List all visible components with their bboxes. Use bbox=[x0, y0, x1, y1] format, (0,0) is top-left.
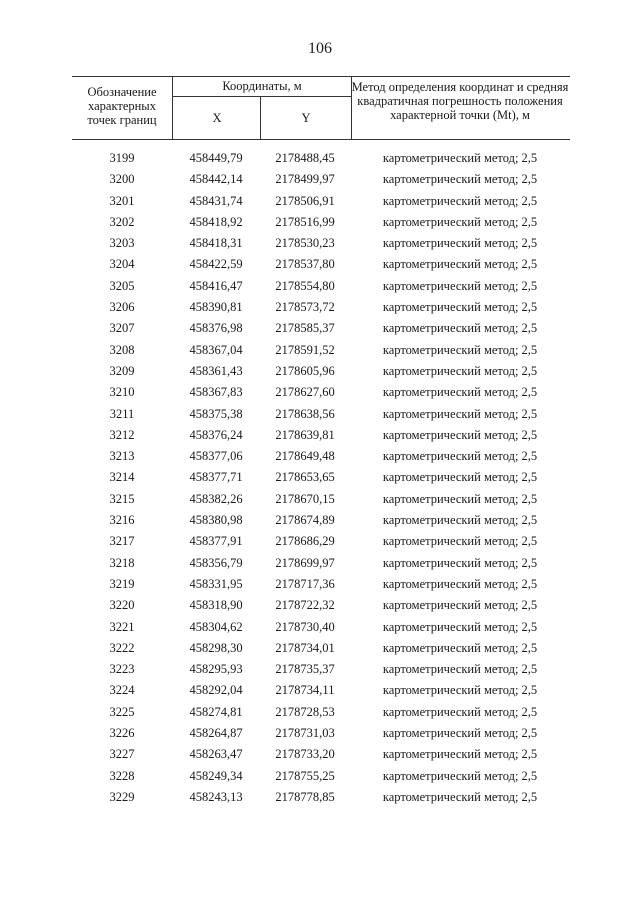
table-row bbox=[72, 319, 570, 340]
coord-y: 2178755,25 bbox=[275, 768, 335, 783]
method-cell: картометрический метод; 2,5 bbox=[382, 534, 538, 549]
table-row bbox=[72, 554, 570, 575]
coord-y: 2178717,36 bbox=[275, 576, 335, 591]
table-row bbox=[72, 277, 570, 298]
table-row bbox=[72, 767, 570, 788]
table-row bbox=[72, 362, 570, 383]
coord-y: 2178733,20 bbox=[275, 747, 335, 762]
coord-y: 2178699,97 bbox=[275, 555, 335, 570]
page-number: 106 bbox=[308, 40, 332, 57]
point-id: 3212 bbox=[109, 427, 135, 442]
coord-y: 2178639,81 bbox=[275, 427, 335, 442]
table-row bbox=[72, 639, 570, 660]
table-row bbox=[72, 298, 570, 319]
point-id: 3208 bbox=[109, 342, 135, 357]
coord-x: 458418,31 bbox=[189, 236, 243, 251]
coord-x: 458264,87 bbox=[189, 726, 243, 741]
coord-y: 2178649,48 bbox=[275, 449, 335, 464]
method-cell: картометрический метод; 2,5 bbox=[382, 747, 538, 762]
table-row bbox=[72, 341, 570, 362]
point-id: 3216 bbox=[109, 513, 135, 528]
method-cell: картометрический метод; 2,5 bbox=[382, 726, 538, 741]
coord-x: 458416,47 bbox=[189, 278, 243, 293]
method-cell: картометрический метод; 2,5 bbox=[382, 704, 538, 719]
table-row bbox=[72, 724, 570, 745]
coord-y: 2178627,60 bbox=[275, 385, 335, 400]
coord-x: 458304,62 bbox=[189, 619, 243, 634]
point-id: 3200 bbox=[109, 172, 135, 187]
coord-y: 2178591,52 bbox=[275, 342, 335, 357]
coord-x: 458243,13 bbox=[189, 789, 243, 804]
table-row bbox=[72, 234, 570, 255]
coord-y: 2178670,15 bbox=[275, 491, 335, 506]
point-id: 3215 bbox=[109, 491, 135, 506]
table-row bbox=[72, 596, 570, 617]
coord-y: 2178506,91 bbox=[275, 193, 335, 208]
point-id: 3210 bbox=[109, 385, 135, 400]
coord-x: 458274,81 bbox=[189, 704, 243, 719]
coord-y: 2178530,23 bbox=[275, 236, 335, 251]
method-cell: картометрический метод; 2,5 bbox=[382, 214, 538, 229]
coord-x: 458356,79 bbox=[189, 555, 243, 570]
header-designation: Обозначение характерных точек границ bbox=[87, 85, 157, 127]
table-row bbox=[72, 447, 570, 468]
method-cell: картометрический метод; 2,5 bbox=[382, 555, 538, 570]
method-cell: картометрический метод; 2,5 bbox=[382, 321, 538, 336]
method-cell: картометрический метод; 2,5 bbox=[382, 449, 538, 464]
method-cell: картометрический метод; 2,5 bbox=[382, 576, 538, 591]
coord-y: 2178735,37 bbox=[275, 662, 335, 677]
coord-x: 458442,14 bbox=[189, 172, 243, 187]
table-row bbox=[72, 405, 570, 426]
coord-x: 458361,43 bbox=[189, 363, 243, 378]
method-cell: картометрический метод; 2,5 bbox=[382, 193, 538, 208]
coord-y: 2178731,03 bbox=[275, 726, 335, 741]
point-id: 3214 bbox=[109, 470, 135, 485]
point-id: 3211 bbox=[109, 406, 135, 421]
coord-x: 458367,04 bbox=[189, 342, 243, 357]
coord-y: 2178686,29 bbox=[275, 534, 335, 549]
coord-x: 458377,71 bbox=[189, 470, 243, 485]
coord-x: 458449,79 bbox=[189, 151, 243, 165]
method-cell: картометрический метод; 2,5 bbox=[382, 257, 538, 272]
method-cell: картометрический метод; 2,5 bbox=[382, 300, 538, 315]
table-row bbox=[72, 170, 570, 191]
coord-y: 2178674,89 bbox=[275, 513, 335, 528]
point-id: 3227 bbox=[109, 747, 135, 762]
coord-x: 458382,26 bbox=[189, 491, 243, 506]
point-id: 3222 bbox=[109, 640, 135, 655]
table-row bbox=[72, 681, 570, 702]
method-cell: картометрический метод; 2,5 bbox=[382, 683, 538, 698]
coord-x: 458376,24 bbox=[189, 427, 243, 442]
point-id: 3202 bbox=[109, 214, 135, 229]
coord-y: 2178653,65 bbox=[275, 470, 335, 485]
table-row bbox=[72, 490, 570, 511]
coord-x: 458249,34 bbox=[189, 768, 243, 783]
method-cell: картометрический метод; 2,5 bbox=[382, 342, 538, 357]
method-cell: картометрический метод; 2,5 bbox=[382, 172, 538, 187]
method-cell: картометрический метод; 2,5 bbox=[382, 278, 538, 293]
point-id: 3201 bbox=[109, 193, 135, 208]
coord-y: 2178488,45 bbox=[275, 151, 335, 165]
point-id: 3203 bbox=[109, 236, 135, 251]
coord-y: 2178778,85 bbox=[275, 789, 335, 804]
coord-x: 458380,98 bbox=[189, 513, 243, 528]
point-id: 3218 bbox=[109, 555, 135, 570]
coord-y: 2178734,11 bbox=[275, 683, 335, 698]
point-id: 3221 bbox=[109, 619, 135, 634]
coord-x: 458375,38 bbox=[189, 406, 243, 421]
header-y: Y bbox=[260, 97, 352, 139]
point-id: 3213 bbox=[109, 449, 135, 464]
method-cell: картометрический метод; 2,5 bbox=[382, 363, 538, 378]
method-cell: картометрический метод; 2,5 bbox=[382, 662, 538, 677]
table-row bbox=[72, 149, 570, 170]
coord-x: 458418,92 bbox=[189, 214, 243, 229]
method-cell: картометрический метод; 2,5 bbox=[382, 598, 538, 613]
method-cell: картометрический метод; 2,5 bbox=[382, 491, 538, 506]
coord-y: 2178605,96 bbox=[275, 363, 335, 378]
coord-x: 458292,04 bbox=[189, 683, 243, 698]
table-row bbox=[72, 213, 570, 234]
header-method: Метод определения координат и средняя квадратичная погрешность положения характерной точки (Mt), м bbox=[351, 80, 569, 122]
method-cell: картометрический метод; 2,5 bbox=[382, 236, 538, 251]
point-id: 3206 bbox=[109, 300, 135, 315]
table-row bbox=[72, 511, 570, 532]
point-id: 3229 bbox=[109, 789, 135, 804]
method-cell: картометрический метод; 2,5 bbox=[382, 151, 538, 165]
point-id: 3199 bbox=[109, 151, 135, 165]
coord-x: 458422,59 bbox=[189, 257, 243, 272]
coord-x: 458377,91 bbox=[189, 534, 243, 549]
method-cell: картометрический метод; 2,5 bbox=[382, 427, 538, 442]
coord-y: 2178638,56 bbox=[275, 406, 335, 421]
coord-x: 458331,95 bbox=[189, 576, 243, 591]
coord-y: 2178573,72 bbox=[275, 300, 335, 315]
point-id: 3224 bbox=[109, 683, 135, 698]
coord-y: 2178730,40 bbox=[275, 619, 335, 634]
point-id: 3217 bbox=[109, 534, 135, 549]
table-body bbox=[72, 149, 570, 809]
coord-y: 2178499,97 bbox=[275, 172, 335, 187]
header-x: X bbox=[172, 97, 261, 139]
coord-x: 458390,81 bbox=[189, 300, 243, 315]
method-cell: картометрический метод; 2,5 bbox=[382, 385, 538, 400]
point-id: 3207 bbox=[109, 321, 135, 336]
point-id: 3205 bbox=[109, 278, 135, 293]
table-row bbox=[72, 383, 570, 404]
coord-x: 458318,90 bbox=[189, 598, 243, 613]
coord-x: 458377,06 bbox=[189, 449, 243, 464]
point-id: 3219 bbox=[109, 576, 135, 591]
method-cell: картометрический метод; 2,5 bbox=[382, 513, 538, 528]
coord-y: 2178537,80 bbox=[275, 257, 335, 272]
coord-y: 2178722,32 bbox=[275, 598, 335, 613]
coord-x: 458376,98 bbox=[189, 321, 243, 336]
coord-y: 2178734,01 bbox=[275, 640, 335, 655]
table-row bbox=[72, 618, 570, 639]
header-coordinates: Координаты, м bbox=[172, 77, 352, 97]
table-row bbox=[72, 192, 570, 213]
method-cell: картометрический метод; 2,5 bbox=[382, 640, 538, 655]
table-header bbox=[72, 76, 570, 140]
coord-x: 458298,30 bbox=[189, 640, 243, 655]
coord-x: 458295,93 bbox=[189, 662, 243, 677]
table-row bbox=[72, 745, 570, 766]
coord-x: 458263,47 bbox=[189, 747, 243, 762]
table-row bbox=[72, 426, 570, 447]
table-row bbox=[72, 532, 570, 553]
table-row bbox=[72, 255, 570, 276]
point-id: 3204 bbox=[109, 257, 135, 272]
point-id: 3223 bbox=[109, 662, 135, 677]
coord-y: 2178516,99 bbox=[275, 214, 335, 229]
point-id: 3209 bbox=[109, 363, 135, 378]
point-id: 3225 bbox=[109, 704, 135, 719]
table-row bbox=[72, 703, 570, 724]
table-row bbox=[72, 575, 570, 596]
table-row bbox=[72, 468, 570, 489]
method-cell: картометрический метод; 2,5 bbox=[382, 619, 538, 634]
method-cell: картометрический метод; 2,5 bbox=[382, 406, 538, 421]
method-cell: картометрический метод; 2,5 bbox=[382, 470, 538, 485]
point-id: 3226 bbox=[109, 726, 135, 741]
method-cell: картометрический метод; 2,5 bbox=[382, 789, 538, 804]
coord-x: 458367,83 bbox=[189, 385, 243, 400]
point-id: 3220 bbox=[109, 598, 135, 613]
table-row bbox=[72, 660, 570, 681]
point-id: 3228 bbox=[109, 768, 135, 783]
coord-y: 2178585,37 bbox=[275, 321, 335, 336]
table-row bbox=[72, 788, 570, 809]
method-cell: картометрический метод; 2,5 bbox=[382, 768, 538, 783]
coord-y: 2178728,53 bbox=[275, 704, 335, 719]
coord-x: 458431,74 bbox=[189, 193, 243, 208]
coord-y: 2178554,80 bbox=[275, 278, 335, 293]
